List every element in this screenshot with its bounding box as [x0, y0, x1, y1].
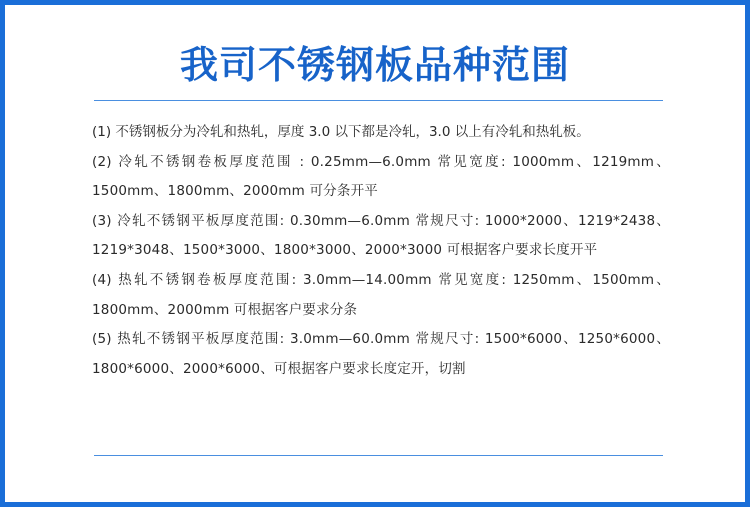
spec-item-1: (1) 不锈钢板分为冷轧和热轧，厚度 3.0 以下都是冷轧，3.0 以上有冷轧和热轧板。 [92, 124, 590, 140]
top-divider [94, 100, 663, 101]
spec-item-3: (3) 冷轧不锈钢平板厚度范围: 0.30mm—6.0mm 常规尺寸: 1000*2000、1219*2438、1219*3048、1500*3000、1800*3000、2000*3000 可根据客户要求长度开平 [92, 212, 670, 259]
page-title: 我司不锈钢板品种范围 [179, 43, 570, 87]
spec-item-4: (4) 热轧不锈钢卷板厚度范围: 3.0mm—14.00mm 常见宽度: 1250mm、1500mm、1800mm、2000mm 可根据客户要求分条 [92, 271, 670, 318]
spec-item-5: (5) 热轧不锈钢平板厚度范围: 3.0mm—60.0mm 常规尺寸: 1500*6000、1250*6000、1800*6000、2000*6000、可根据客户要求长度定开，切割 [92, 331, 670, 377]
spec-list [92, 118, 670, 384]
bottom-divider [94, 455, 663, 456]
spec-item-2: (2) 冷轧不锈钢卷板厚度范围 : 0.25mm—6.0mm 常见宽度: 1000mm、1219mm、1500mm、1800mm、2000mm 可分条开平 [92, 153, 670, 200]
